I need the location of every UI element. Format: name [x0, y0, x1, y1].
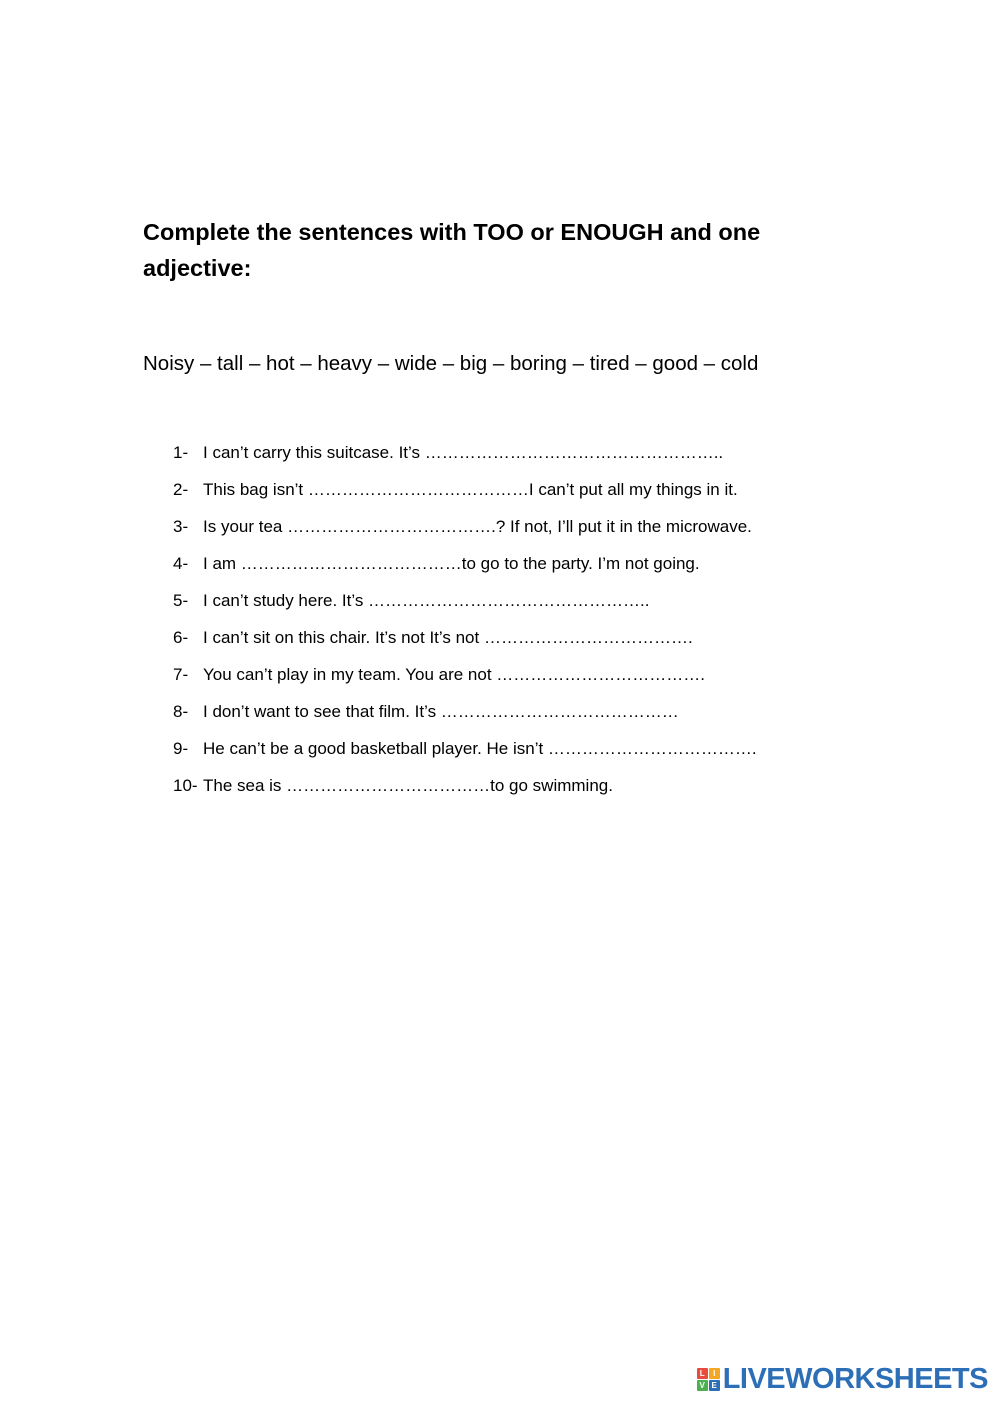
- word-bank: Noisy – tall – hot – heavy – wide – big – boring – tired – good – cold: [143, 352, 759, 375]
- exercise-item: [173, 434, 757, 471]
- liveworksheets-logo: [697, 1365, 988, 1394]
- exercise-item: [173, 767, 757, 804]
- exercise-sentence: I can’t sit on this chair. It’s not It’s not ……………………………….: [203, 627, 693, 647]
- exercise-number: 5-: [173, 590, 189, 610]
- exercise-number: 8-: [173, 701, 189, 721]
- exercise-sentence: The sea is ………………………………to go swimming.: [203, 775, 613, 795]
- exercise-sentence: I can’t study here. It’s …………………………………………..: [203, 590, 650, 610]
- exercise-sentence: I can’t carry this suitcase. It’s ……………………………………………..: [203, 442, 724, 462]
- exercise-item: [173, 545, 757, 582]
- exercise-item: [173, 656, 757, 693]
- exercise-item: [173, 508, 757, 545]
- exercise-sentence: You can’t play in my team. You are not ……………………………….: [203, 664, 706, 684]
- exercise-number: 10-: [173, 775, 198, 795]
- exercise-sentence: He can’t be a good basketball player. He isn’t ……………………………….: [203, 738, 757, 758]
- exercise-number: 1-: [173, 442, 189, 462]
- exercise-sentence: I don’t want to see that film. It’s ……………………………………: [203, 701, 679, 721]
- exercise-item: [173, 619, 757, 656]
- logo-mark-square: I: [709, 1368, 720, 1379]
- logo-text: LIVEWORKSHEETS: [722, 1363, 988, 1395]
- logo-mark-square: L: [697, 1368, 708, 1379]
- exercise-number: 4-: [173, 553, 189, 573]
- exercise-item: [173, 471, 757, 508]
- exercise-number: 9-: [173, 738, 189, 758]
- page-title: Complete the sentences with TOO or ENOUGH and one adjective:: [143, 219, 761, 281]
- logo-mark-square: E: [709, 1380, 720, 1391]
- exercise-sentence: I am …………………………………to go to the party. I’m not going.: [203, 553, 700, 573]
- exercise-number: 3-: [173, 516, 189, 536]
- exercise-number: 6-: [173, 627, 189, 647]
- exercise-number: 7-: [173, 664, 189, 684]
- exercise-list: [173, 434, 757, 804]
- logo-mark-icon: [697, 1368, 720, 1391]
- exercise-sentence: This bag isn’t …………………………………I can’t put all my things in it.: [203, 479, 738, 499]
- exercise-item: [173, 582, 757, 619]
- logo-mark-square: V: [697, 1380, 708, 1391]
- exercise-item: [173, 693, 757, 730]
- exercise-item: [173, 730, 757, 767]
- exercise-sentence: Is your tea ……………………………….? If not, I’ll put it in the microwave.: [203, 516, 752, 536]
- exercise-number: 2-: [173, 479, 189, 499]
